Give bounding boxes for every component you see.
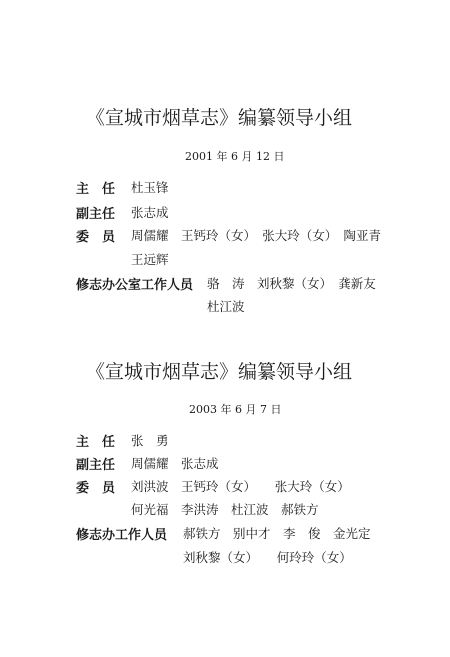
section2-names-staff: 郝铁方 别中才 李 俊 金光定 — [183, 526, 371, 541]
section2-names-staff-cont: 刘秋黎（女） 何玲玲（女） — [183, 550, 352, 565]
section1-names-director: 杜玉锋 — [131, 180, 169, 195]
section1-names-staff-cont: 杜江波 — [207, 299, 245, 314]
section1-label-staff: 修志办公室工作人员 — [76, 278, 194, 293]
section1-names-deputy: 张志成 — [131, 205, 169, 220]
section1-label-director: 主 任 — [76, 182, 116, 197]
section2-date: 2003 年 6 月 7 日 — [189, 403, 282, 416]
section1-title: 《宣城市烟草志》编纂领导小组 — [86, 107, 353, 129]
section2-label-members: 委 员 — [76, 481, 116, 496]
section2-label-director: 主 任 — [76, 435, 116, 450]
section2-title: 《宣城市烟草志》编纂领导小组 — [86, 361, 353, 383]
section2-label-deputy: 副主任 — [76, 458, 116, 473]
section1-names-members-cont: 王远辉 — [131, 252, 169, 267]
section1-date: 2001 年 6 月 12 日 — [185, 150, 285, 163]
section1-names-staff: 骆 涛 刘秋黎（女） 龚新友 — [207, 276, 376, 291]
section2-names-members: 刘洪波 王钙玲（女） 张大玲（女） — [131, 479, 350, 494]
section2-names-members-cont: 何光福 李洪涛 杜江波 郝铁方 — [131, 502, 319, 517]
section1-label-deputy: 副主任 — [76, 207, 116, 222]
section2-names-deputy: 周儒耀 张志成 — [131, 456, 219, 471]
section2-names-director: 张 勇 — [131, 433, 169, 448]
section1-label-members: 委 员 — [76, 230, 116, 245]
section1-names-members: 周儒耀 王钙玲（女） 张大玲（女） 陶亚青 — [131, 228, 382, 243]
section2-label-staff: 修志办工作人员 — [76, 528, 168, 543]
